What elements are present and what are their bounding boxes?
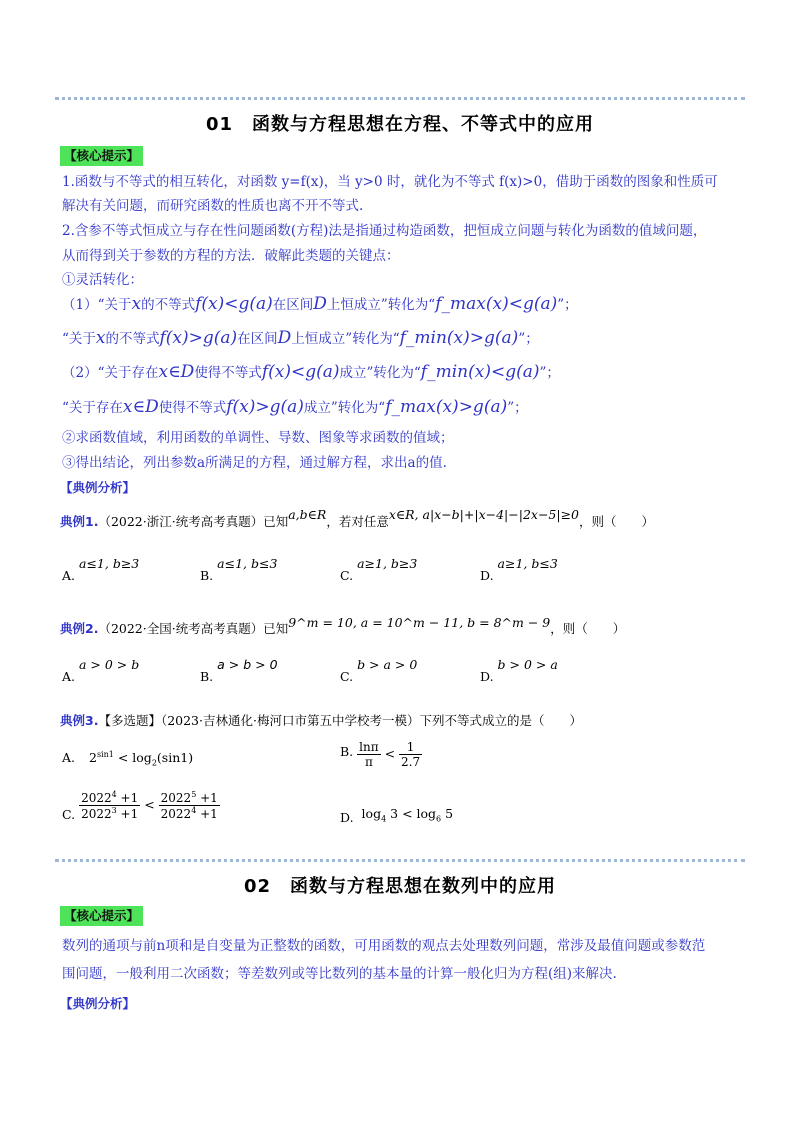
option-c: C. a≥1, b≥3 [340,556,418,583]
option-a: A. $2^{sin1} < \log_2(\sin 1)$ [62,750,194,768]
example-1-question: 典例1.（2022·浙江·统考高考真题）已知a,b∈R，若对任意x∈R, a|x−b|+|x−4|−|2x−5|≥0，则（ ） [60,507,655,529]
tag-core-tip-2: 【核心提示】 [60,906,143,926]
example-2-question: 典例2.（2022·全国·统考高考真题）已知9^m = 10, a = 10^m − 11, b = 8^m − 9，则（ ） [60,615,626,636]
tip-line: 数列的通项与前n项和是自变量为正整数的函数，可用函数的观点去处理数列问题，常涉及最值问题或参数范 [62,938,706,954]
option-d: D. $\log_4 3 < \log_6 5$ [340,806,454,825]
analysis-label-1: 【典例分析】 [60,480,136,495]
tip-line: 围问题，一般利用二次函数；等差数列或等比数列的基本量的计算一般化归为方程(组)来解决. [62,966,617,982]
tag-core-tip-1: 【核心提示】 [60,146,143,166]
divider-middle [55,859,745,862]
rule-line-3: （2）“关于存在x∈D使得不等式f(x)<g(a)成立”转化为“f_min(x)<g(a)”； [62,362,560,382]
rule-line-4: “关于存在x∈D使得不等式f(x)>g(a)成立”转化为“f_max(x)>g(a)”； [62,397,528,417]
section-title-1: 01 函数与方程思想在方程、不等式中的应用 [205,114,595,135]
analysis-label-2: 【典例分析】 [60,996,136,1011]
rule-line-2: “关于x的不等式f(x)>g(a)在区间D上恒成立”转化为“f_min(x)>g(a)”； [62,328,539,348]
step-line: ③得出结论，列出参数a所满足的方程，通过解方程，求出a的值. [62,455,447,471]
step-line: ②求函数值域，利用函数的单调性、导数、图象等求函数的值域； [62,430,454,446]
section-title-2: 02 函数与方程思想在数列中的应用 [243,876,557,897]
option-c: C. $\frac{2022^4 +1}{2022^3 +1}$ < $\frac{2022^5 +1}{2022^4 +1}$ [62,790,218,822]
tip-line: 从而得到关于参数的方程的方法．破解此类题的关键点： [62,248,400,264]
option-b: B. $\frac{\ln\pi}{\pi}$ < $\frac{1}{2.7}$ [340,740,421,769]
example-3-question: 典例3.【多选题】（2023·吉林通化·梅河口市第五中学校考一模）下列不等式成立的是（ ） [60,713,582,728]
tip-line: ①灵活转化： [62,272,143,288]
option-b: B. a≤1, b≤3 [200,556,278,583]
option-a: A. a≤1, b≥3 [62,556,140,583]
option-d: D. b > 0 > a [480,657,558,684]
tip-line: 解决有关问题，而研究函数的性质也离不开不等式. [62,198,364,214]
divider-top [55,97,745,100]
option-c: C. b > a > 0 [340,657,418,684]
tip-line: 1.函数与不等式的相互转化，对函数 y=f(x)，当 y>0 时，就化为不等式 f(x)>0，借助于函数的图象和性质可 [62,174,718,190]
rule-line-1: （1）“关于x的不等式f(x)<g(a)在区间D上恒成立”转化为“f_max(x)<g(a)”； [62,294,578,314]
tip-line: 2.含参不等式恒成立与存在性问题函数(方程)法是指通过构造函数，把恒成立问题与转化为函数的值域问题， [62,223,707,239]
option-b: B. a > b > 0 [200,657,278,684]
option-d: D. a≥1, b≤3 [480,556,558,583]
option-a: A. a > 0 > b [62,657,140,684]
